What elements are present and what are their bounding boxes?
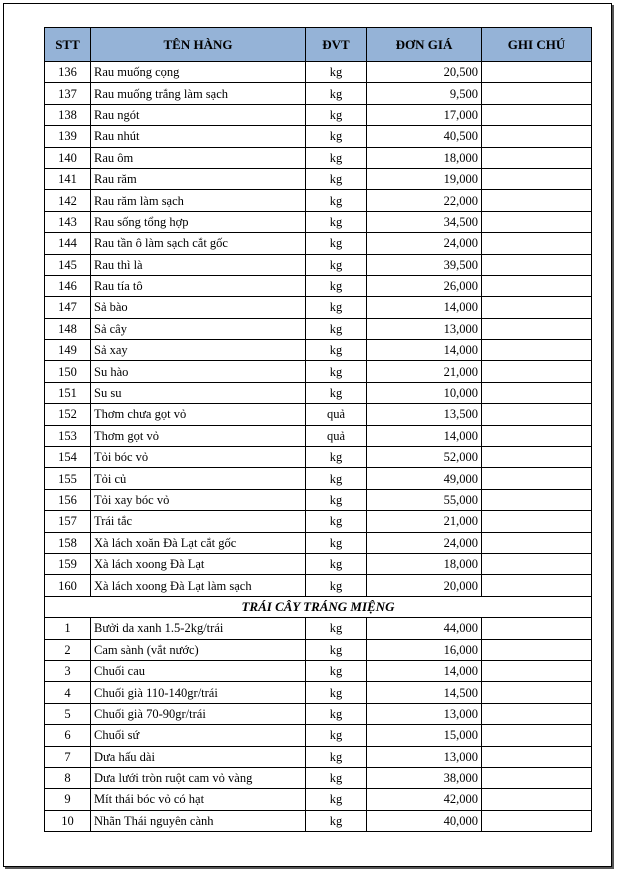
row-name: Sả cây xyxy=(91,318,306,339)
row-name: Rau thì là xyxy=(91,254,306,275)
row-note xyxy=(482,382,592,403)
table-row xyxy=(45,725,592,746)
row-price: 16,000 xyxy=(367,639,482,660)
row-note xyxy=(482,83,592,104)
row-name: Rau tía tô xyxy=(91,275,306,296)
table-row xyxy=(45,468,592,489)
row-note xyxy=(482,746,592,767)
row-stt: 9 xyxy=(45,789,91,810)
header-note: GHI CHÚ xyxy=(482,28,592,62)
row-stt: 155 xyxy=(45,468,91,489)
row-name: Tỏi xay bóc vỏ xyxy=(91,489,306,510)
row-name: Trái tắc xyxy=(91,511,306,532)
row-unit: quả xyxy=(306,404,367,425)
row-price: 21,000 xyxy=(367,361,482,382)
row-name: Rau muống trắng làm sạch xyxy=(91,83,306,104)
row-unit: kg xyxy=(306,767,367,788)
row-unit: kg xyxy=(306,468,367,489)
row-unit: kg xyxy=(306,703,367,724)
row-stt: 138 xyxy=(45,104,91,125)
table-row xyxy=(45,297,592,318)
price-table xyxy=(44,27,592,832)
row-note xyxy=(482,126,592,147)
row-note xyxy=(482,660,592,681)
row-unit: kg xyxy=(306,104,367,125)
row-name: Cam sành (vắt nước) xyxy=(91,639,306,660)
row-stt: 1 xyxy=(45,618,91,639)
row-stt: 143 xyxy=(45,211,91,232)
row-note xyxy=(482,297,592,318)
row-note xyxy=(482,703,592,724)
row-stt: 144 xyxy=(45,233,91,254)
table-row xyxy=(45,404,592,425)
row-name: Rau ngót xyxy=(91,104,306,125)
row-name: Xà lách xoong Đà Lạt làm sạch xyxy=(91,575,306,596)
header-stt: STT xyxy=(45,28,91,62)
row-unit: kg xyxy=(306,575,367,596)
row-stt: 5 xyxy=(45,703,91,724)
row-note xyxy=(482,168,592,189)
table-row xyxy=(45,382,592,403)
section-row xyxy=(45,596,592,617)
row-stt: 139 xyxy=(45,126,91,147)
row-stt: 150 xyxy=(45,361,91,382)
row-price: 9,500 xyxy=(367,83,482,104)
row-unit: kg xyxy=(306,682,367,703)
row-unit: kg xyxy=(306,553,367,574)
row-unit: kg xyxy=(306,190,367,211)
table-row xyxy=(45,511,592,532)
row-name: Rau răm xyxy=(91,168,306,189)
row-note xyxy=(482,489,592,510)
row-note xyxy=(482,340,592,361)
row-price: 49,000 xyxy=(367,468,482,489)
section-title: TRÁI CÂY TRÁNG MIỆNG xyxy=(45,596,592,617)
row-price: 20,000 xyxy=(367,575,482,596)
row-note xyxy=(482,553,592,574)
row-name: Nhãn Thái nguyên cành xyxy=(91,810,306,831)
row-price: 22,000 xyxy=(367,190,482,211)
table-row xyxy=(45,639,592,660)
row-name: Tỏi bóc vỏ xyxy=(91,447,306,468)
row-unit: kg xyxy=(306,254,367,275)
row-name: Thơm chưa gọt vỏ xyxy=(91,404,306,425)
row-note xyxy=(482,254,592,275)
row-note xyxy=(482,447,592,468)
table-row xyxy=(45,553,592,574)
table-row xyxy=(45,211,592,232)
row-stt: 151 xyxy=(45,382,91,403)
row-unit: kg xyxy=(306,361,367,382)
table-row xyxy=(45,489,592,510)
row-price: 24,000 xyxy=(367,233,482,254)
row-stt: 4 xyxy=(45,682,91,703)
header-row xyxy=(45,28,592,62)
row-price: 13,000 xyxy=(367,746,482,767)
row-stt: 149 xyxy=(45,340,91,361)
row-stt: 148 xyxy=(45,318,91,339)
row-price: 15,000 xyxy=(367,725,482,746)
row-price: 13,500 xyxy=(367,404,482,425)
row-name: Xà lách xoong Đà Lạt xyxy=(91,553,306,574)
row-price: 40,000 xyxy=(367,810,482,831)
row-name: Chuối cau xyxy=(91,660,306,681)
row-unit: kg xyxy=(306,660,367,681)
row-note xyxy=(482,404,592,425)
row-price: 19,000 xyxy=(367,168,482,189)
row-unit: kg xyxy=(306,639,367,660)
fruit-rows xyxy=(45,618,592,832)
row-unit: kg xyxy=(306,275,367,296)
row-note xyxy=(482,618,592,639)
row-unit: kg xyxy=(306,211,367,232)
row-unit: kg xyxy=(306,297,367,318)
row-stt: 142 xyxy=(45,190,91,211)
row-price: 17,000 xyxy=(367,104,482,125)
row-price: 18,000 xyxy=(367,147,482,168)
row-price: 14,000 xyxy=(367,425,482,446)
row-name: Rau nhút xyxy=(91,126,306,147)
row-note xyxy=(482,789,592,810)
row-note xyxy=(482,682,592,703)
table-row xyxy=(45,660,592,681)
row-price: 10,000 xyxy=(367,382,482,403)
row-stt: 6 xyxy=(45,725,91,746)
row-unit: kg xyxy=(306,233,367,254)
row-note xyxy=(482,361,592,382)
row-unit: kg xyxy=(306,126,367,147)
row-stt: 159 xyxy=(45,553,91,574)
row-price: 13,000 xyxy=(367,703,482,724)
row-note xyxy=(482,511,592,532)
header-unit: ĐVT xyxy=(306,28,367,62)
row-unit: kg xyxy=(306,489,367,510)
table-row xyxy=(45,575,592,596)
table-row xyxy=(45,789,592,810)
row-note xyxy=(482,725,592,746)
table-row xyxy=(45,703,592,724)
row-stt: 158 xyxy=(45,532,91,553)
row-note xyxy=(482,104,592,125)
row-note xyxy=(482,147,592,168)
row-price: 40,500 xyxy=(367,126,482,147)
row-unit: kg xyxy=(306,725,367,746)
row-unit: kg xyxy=(306,511,367,532)
row-name: Chuối già 70-90gr/trái xyxy=(91,703,306,724)
row-unit: kg xyxy=(306,447,367,468)
row-price: 14,000 xyxy=(367,340,482,361)
row-stt: 141 xyxy=(45,168,91,189)
table-row xyxy=(45,147,592,168)
row-unit: kg xyxy=(306,810,367,831)
row-price: 20,500 xyxy=(367,62,482,83)
table-row xyxy=(45,618,592,639)
row-note xyxy=(482,639,592,660)
row-stt: 154 xyxy=(45,447,91,468)
table-row xyxy=(45,254,592,275)
row-unit: kg xyxy=(306,340,367,361)
table-row xyxy=(45,190,592,211)
row-name: Tỏi củ xyxy=(91,468,306,489)
table-row xyxy=(45,83,592,104)
row-name: Chuối sứ xyxy=(91,725,306,746)
row-price: 52,000 xyxy=(367,447,482,468)
row-stt: 147 xyxy=(45,297,91,318)
row-price: 18,000 xyxy=(367,553,482,574)
row-stt: 137 xyxy=(45,83,91,104)
table-row xyxy=(45,340,592,361)
row-unit: kg xyxy=(306,168,367,189)
row-unit: kg xyxy=(306,789,367,810)
row-note xyxy=(482,425,592,446)
row-name: Thơm gọt vỏ xyxy=(91,425,306,446)
table-row xyxy=(45,425,592,446)
table-row xyxy=(45,318,592,339)
row-name: Dưa hấu dài xyxy=(91,746,306,767)
row-note xyxy=(482,468,592,489)
row-name: Rau muống cọng xyxy=(91,62,306,83)
row-price: 44,000 xyxy=(367,618,482,639)
row-name: Sả bào xyxy=(91,297,306,318)
table-row xyxy=(45,275,592,296)
row-unit: kg xyxy=(306,746,367,767)
row-unit: kg xyxy=(306,318,367,339)
row-unit: kg xyxy=(306,147,367,168)
table-row xyxy=(45,233,592,254)
row-name: Rau răm làm sạch xyxy=(91,190,306,211)
table-row xyxy=(45,168,592,189)
row-name: Mít thái bóc vỏ có hạt xyxy=(91,789,306,810)
row-note xyxy=(482,275,592,296)
row-price: 39,500 xyxy=(367,254,482,275)
row-note xyxy=(482,575,592,596)
row-note xyxy=(482,810,592,831)
row-name: Chuối già 110-140gr/trái xyxy=(91,682,306,703)
row-note xyxy=(482,767,592,788)
row-stt: 156 xyxy=(45,489,91,510)
row-price: 14,000 xyxy=(367,297,482,318)
row-name: Rau ôm xyxy=(91,147,306,168)
row-price: 26,000 xyxy=(367,275,482,296)
row-note xyxy=(482,532,592,553)
table-row xyxy=(45,746,592,767)
row-name: Bưởi da xanh 1.5-2kg/trái xyxy=(91,618,306,639)
row-name: Xà lách xoăn Đà Lạt cắt gốc xyxy=(91,532,306,553)
table-row xyxy=(45,126,592,147)
row-unit: kg xyxy=(306,382,367,403)
row-name: Su su xyxy=(91,382,306,403)
row-price: 21,000 xyxy=(367,511,482,532)
row-stt: 8 xyxy=(45,767,91,788)
header-price: ĐƠN GIÁ xyxy=(367,28,482,62)
row-name: Sả xay xyxy=(91,340,306,361)
table-row xyxy=(45,361,592,382)
row-price: 55,000 xyxy=(367,489,482,510)
row-note xyxy=(482,62,592,83)
row-price: 34,500 xyxy=(367,211,482,232)
row-price: 42,000 xyxy=(367,789,482,810)
row-unit: kg xyxy=(306,532,367,553)
row-stt: 153 xyxy=(45,425,91,446)
row-name: Dưa lưới tròn ruột cam vỏ vàng xyxy=(91,767,306,788)
row-stt: 157 xyxy=(45,511,91,532)
row-stt: 145 xyxy=(45,254,91,275)
row-price: 24,000 xyxy=(367,532,482,553)
vegetable-rows xyxy=(45,62,592,597)
row-stt: 160 xyxy=(45,575,91,596)
header-name: TÊN HÀNG xyxy=(91,28,306,62)
row-note xyxy=(482,318,592,339)
row-stt: 152 xyxy=(45,404,91,425)
row-unit: quả xyxy=(306,425,367,446)
row-unit: kg xyxy=(306,62,367,83)
row-stt: 146 xyxy=(45,275,91,296)
row-stt: 136 xyxy=(45,62,91,83)
row-name: Su hào xyxy=(91,361,306,382)
table-row xyxy=(45,104,592,125)
row-price: 14,000 xyxy=(367,660,482,681)
row-note xyxy=(482,190,592,211)
row-unit: kg xyxy=(306,83,367,104)
table-row xyxy=(45,810,592,831)
table-row xyxy=(45,682,592,703)
row-stt: 140 xyxy=(45,147,91,168)
row-name: Rau sống tổng hợp xyxy=(91,211,306,232)
table-row xyxy=(45,62,592,83)
section-block xyxy=(45,596,592,617)
row-note xyxy=(482,233,592,254)
row-stt: 2 xyxy=(45,639,91,660)
row-note xyxy=(482,211,592,232)
row-price: 38,000 xyxy=(367,767,482,788)
row-price: 14,500 xyxy=(367,682,482,703)
row-name: Rau tần ô làm sạch cắt gốc xyxy=(91,233,306,254)
table-row xyxy=(45,532,592,553)
row-price: 13,000 xyxy=(367,318,482,339)
row-stt: 10 xyxy=(45,810,91,831)
table-row xyxy=(45,767,592,788)
row-stt: 7 xyxy=(45,746,91,767)
row-unit: kg xyxy=(306,618,367,639)
table-row xyxy=(45,447,592,468)
row-stt: 3 xyxy=(45,660,91,681)
